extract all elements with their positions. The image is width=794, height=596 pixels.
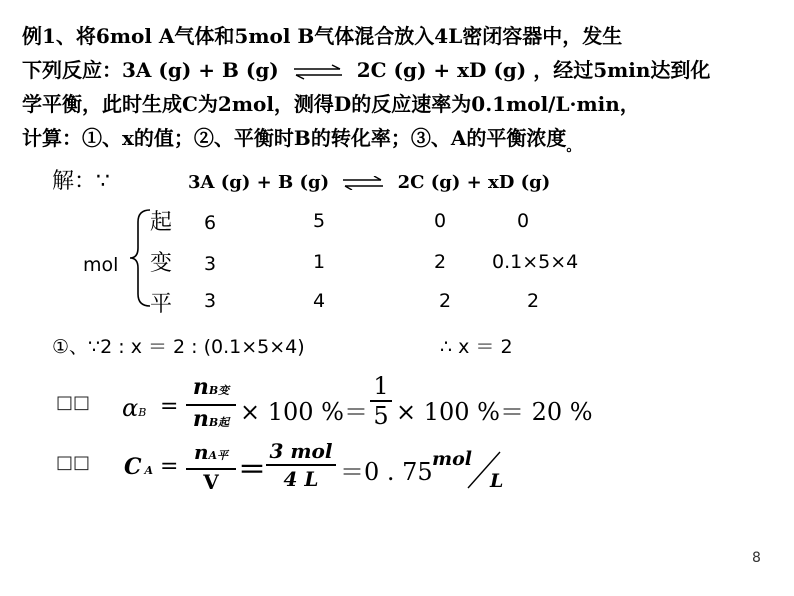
page-number: 8	[752, 550, 761, 566]
step2-fraction-n	[186, 374, 236, 436]
equilibrium-arrow-icon	[292, 64, 344, 80]
step2-f-num: 1	[373, 372, 389, 400]
alpha-letter: α	[122, 394, 139, 422]
step3-fraction-n-v	[186, 440, 236, 494]
concentration-letter: C	[124, 454, 142, 480]
step3-unit-mol: mol	[432, 448, 472, 470]
cell-eq-c: 2	[439, 290, 452, 312]
step3-marker: □□	[56, 452, 91, 473]
alpha-subscript: B	[138, 406, 147, 419]
step3-num-n: n	[193, 440, 209, 464]
solution-label: 解：∵	[52, 169, 110, 194]
cell-eq-a: 3	[204, 290, 217, 312]
step3-f-den: 4 L	[283, 467, 319, 491]
step3-unit-l: L	[490, 470, 504, 492]
cell-eq-d: 2	[527, 290, 540, 312]
cell-start-a: 6	[204, 212, 217, 234]
cell-change-a: 3	[204, 253, 217, 275]
cell-eq-b: 4	[313, 290, 326, 312]
step3-fraction-3-4	[266, 438, 336, 492]
alpha-symbol	[122, 394, 146, 422]
step2-times-1: × 100 %＝	[240, 398, 368, 426]
step2-fraction-1-5	[370, 372, 392, 430]
step3-equals-2: ＝	[238, 453, 267, 486]
problem-line-3: 学平衡，此时生成C为2mol，测得D的反应速率为0.1mol/L·min，	[22, 92, 640, 116]
step2-equals: =	[160, 394, 179, 419]
step2-den-sub: B起	[208, 416, 230, 429]
row-label-equilibrium: 平	[150, 292, 173, 317]
step2-num-n: n	[192, 374, 209, 400]
step3-value: ＝0 . 75	[340, 458, 433, 486]
reaction-left: 下列反应：3A (g) + B (g)	[22, 58, 279, 82]
row-label-start: 起	[150, 210, 173, 235]
concentration-symbol	[124, 454, 153, 480]
problem-line-4-end: 。	[566, 139, 581, 155]
cell-start-c: 0	[434, 210, 447, 232]
step1-equation: ①、∵2 : x ＝ 2 : (0.1×5×4)	[52, 336, 305, 358]
step3-den-v: V	[203, 470, 219, 494]
cell-change-c: 2	[434, 251, 447, 273]
concentration-subscript: A	[144, 464, 154, 477]
step1-result: ∴ x ＝ 2	[440, 336, 513, 358]
problem-line-1: 例1、将6mol A气体和5mol B气体混合放入4L密闭容器中，发生	[22, 24, 623, 48]
cell-change-d: 0.1×5×4	[492, 251, 579, 273]
step2-den-n: n	[192, 406, 209, 432]
solution-reaction-left: 3A (g) + B (g)	[188, 172, 330, 193]
step3-num-sub: A平	[208, 449, 229, 462]
problem-line-4-text: 计算：①、x的值；②、平衡时B的转化率；③、A的平衡浓度	[22, 126, 567, 150]
problem-line-4	[22, 124, 580, 161]
solution-reaction	[188, 172, 550, 193]
cell-change-b: 1	[313, 251, 326, 273]
cell-start-b: 5	[313, 210, 326, 232]
left-brace-icon	[128, 208, 152, 308]
solution-reaction-right: 2C (g) + xD (g)	[397, 172, 551, 193]
step2-times-2: × 100 %＝ 20 %	[396, 398, 593, 426]
reaction-right: 2C (g) + xD (g) ，经过5min达到化	[356, 58, 711, 82]
step3-equals: =	[160, 454, 179, 479]
equilibrium-arrow-icon	[341, 176, 385, 190]
problem-line-2	[22, 56, 710, 84]
step2-f-den: 5	[373, 402, 389, 430]
unit-mol: mol	[83, 254, 119, 276]
step3-f-num: 3 mol	[269, 439, 333, 463]
row-label-change: 变	[150, 251, 173, 276]
step2-num-sub: B变	[208, 384, 230, 397]
step2-marker: □□	[56, 392, 91, 413]
cell-start-d: 0	[517, 210, 530, 232]
